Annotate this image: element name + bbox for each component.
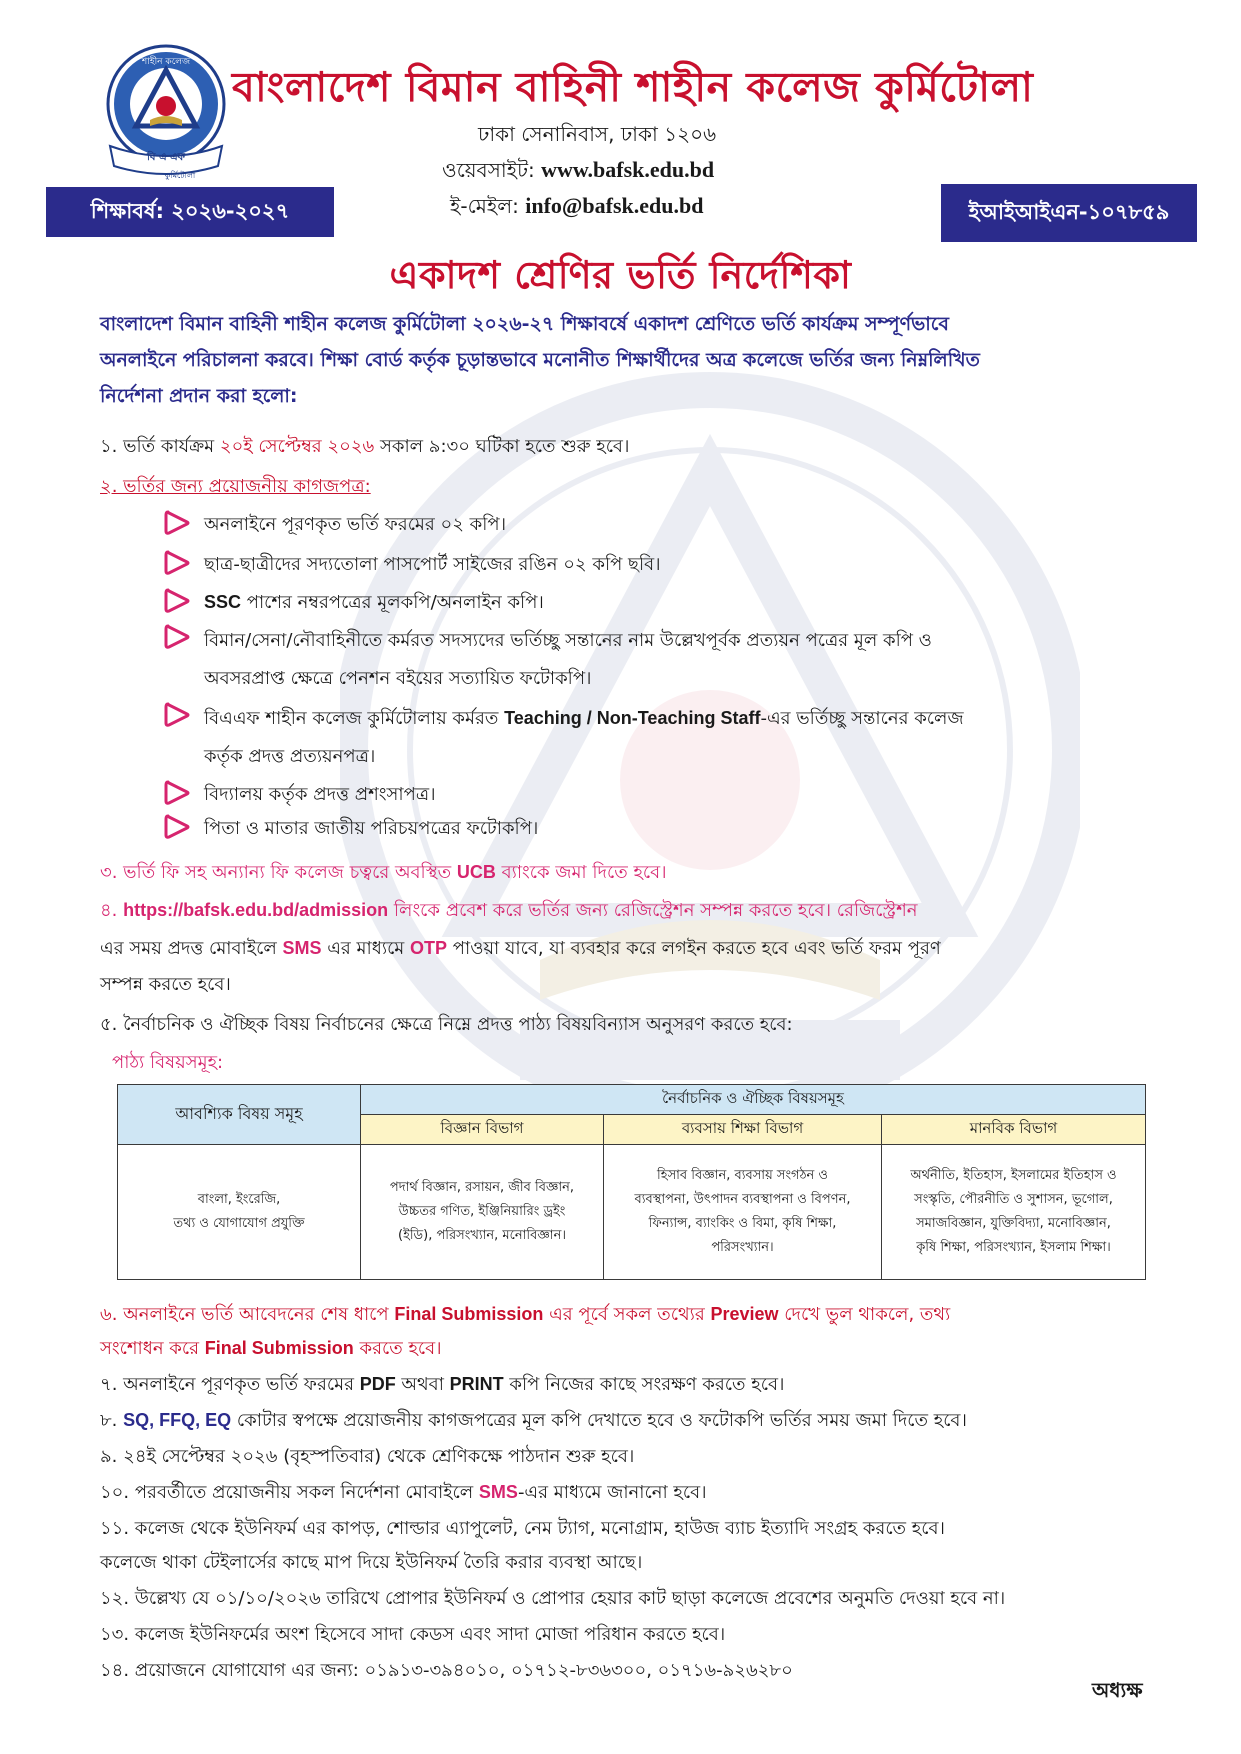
logo-text-badge: বি এ এফ — [147, 152, 185, 163]
item-13: ১৩. কলেজ ইউনিফর্মের অংশ হিসেবে সাদা কেডস এবং সাদা মোজা পরিধান করতে হবে। — [100, 1624, 726, 1645]
item-10: ১০. পরবর্তীতে প্রয়োজনীয় সকল নির্দেশনা মোবাইলে SMS-এর মাধ্যমে জানানো হবে। — [100, 1482, 707, 1503]
triangle-bullet-icon — [162, 622, 192, 652]
subjects-table — [117, 1084, 1146, 1280]
session-badge: শিক্ষাবর্ষ: ২০২৬-২০২৭ — [46, 187, 334, 237]
email-label: ই-মেইল: — [450, 194, 519, 218]
item-8: ৮. SQ, FFQ, EQ কোটার স্বপক্ষে প্রয়োজনীয় কাগজপত্রের মূল কপি দেখাতে হবে ও ফটোকপি ভর্তির সময় জমা দিতে হবে। — [100, 1410, 967, 1431]
documents-heading: ২. ভর্তির জন্য প্রয়োজনীয় কাগজপত্র: — [100, 476, 371, 497]
college-logo — [100, 42, 232, 182]
admission-link[interactable]: https://bafsk.edu.bd/admission — [123, 900, 389, 920]
website-line — [442, 156, 714, 189]
website-link[interactable]: www.bafsk.edu.bd — [541, 157, 715, 182]
document-item: SSC পাশের নম্বরপত্রের মূলকপি/অনলাইন কপি। — [204, 592, 544, 613]
compulsory-header: আবশ্যিক বিষয় সমূহ — [118, 1085, 361, 1145]
item-1-text-end: সকাল ৯:৩০ ঘটিকা হতে শুরু হবে। — [374, 436, 630, 457]
item-12: ১২. উল্লেখ্য যে ০১/১০/২০২৬ তারিখে প্রোপার ইউনিফর্ম ও প্রোপার হেয়ার কাট ছাড়া কলেজে প্রবেশের অনুমতি দেওয়া হবে না। — [100, 1588, 1006, 1609]
intro-line: অনলাইনে পরিচালনা করবে। শিক্ষা বোর্ড কর্তৃক চূড়ান্তভাবে মনোনীত শিক্ষার্থীদের অত্র কলেজে ভর্তির জন্য নিম্নলিখিত — [100, 349, 980, 371]
eiin-badge: ইআইআইএন-১০৭৮৫৯ — [941, 184, 1197, 242]
intro-paragraph — [100, 306, 1140, 414]
item-3: ৩. ভর্তি ফি সহ অন্যান্য ফি কলেজ চত্বরে অবস্থিত UCB ব্যাংকে জমা দিতে হবে। — [100, 862, 667, 883]
item-9: ৯. ২৪ই সেপ্টেম্বর ২০২৬ (বৃহস্পতিবার) থেকে শ্রেণিকক্ষে পাঠদান শুরু হবে। — [100, 1446, 635, 1467]
triangle-bullet-icon — [162, 508, 192, 538]
elective-header: নৈর্বাচনিক ও ঐচ্ছিক বিষয়সমূহ — [361, 1085, 1146, 1115]
document-item-cont: কর্তৃক প্রদত্ত প্রত্যয়নপত্র। — [204, 746, 376, 767]
item-4-line-3: সম্পন্ন করতে হবে। — [100, 974, 231, 995]
logo-text-top: শাহীন কলেজ — [141, 57, 191, 67]
logo-text-bottom: কুর্মিটোলা — [164, 171, 196, 180]
humanities-subjects: অর্থনীতি, ইতিহাস, ইসলামের ইতিহাস ও সংস্কৃতি, পৌরনীতি ও সুশাসন, ভূগোল, সমাজবিজ্ঞান, যুক্তিবিদ্যা, মনোবিজ্ঞান, কৃষি শিক্ষা, পরিসংখ্যান, ইসলাম শিক্ষা। — [882, 1145, 1146, 1280]
item-5: ৫. নৈর্বাচনিক ও ঐচ্ছিক বিষয় নির্বাচনের ক্ষেত্রে নিম্নে প্রদত্ত পাঠ্য বিষয়বিন্যাস অনুসরণ করতে হবে: — [100, 1014, 793, 1035]
item-6-line-2: সংশোধন করে Final Submission করতে হবে। — [100, 1338, 442, 1359]
document-item: অনলাইনে পূরণকৃত ভর্তি ফরমের ০২ কপি। — [204, 514, 507, 535]
triangle-bullet-icon — [162, 700, 192, 730]
humanities-header: মানবিক বিভাগ — [882, 1115, 1146, 1145]
website-label: ওয়েবসাইট: — [442, 158, 535, 182]
item-11: ১১. কলেজ থেকে ইউনিফর্ম এর কাপড়, শোল্ডার এ্যাপুলেট, নেম ট্যাগ, মনোগ্রাম, হাউজ ব্যাচ ইত্যাদি সংগ্রহ করতে হবে। — [100, 1518, 945, 1539]
science-subjects: পদার্থ বিজ্ঞান, রসায়ন, জীব বিজ্ঞান, উচ্চতর গণিত, ইঞ্জিনিয়ারিং ড্রইং (ইডি), পরিসংখ্যান, মনোবিজ্ঞান। — [361, 1145, 604, 1280]
document-item: পিতা ও মাতার জাতীয় পরিচয়পত্রের ফটোকপি। — [204, 818, 539, 839]
document-item: ছাত্র-ছাত্রীদের সদ্যতোলা পাসপোর্ট সাইজের রঙিন ০২ কপি ছবি। — [204, 554, 661, 575]
document-item: বিএএফ শাহীন কলেজ কুর্মিটোলায় কর্মরত Teaching / Non-Teaching Staff-এর ভর্তিচ্ছু সন্তানের কলেজ — [204, 708, 964, 729]
triangle-bullet-icon — [162, 586, 192, 616]
compulsory-subjects: বাংলা, ইংরেজি, তথ্য ও যোগাযোগ প্রযুক্তি — [118, 1145, 361, 1280]
start-date: ২০ই সেপ্টেম্বর ২০২৬ — [219, 436, 375, 457]
college-name: বাংলাদেশ বিমান বাহিনী শাহীন কলেজ কুর্মিটোলা — [232, 63, 1034, 111]
email-link[interactable]: info@bafsk.edu.bd — [525, 193, 704, 218]
subjects-heading: পাঠ্য বিষয়সমূহ: — [112, 1052, 224, 1073]
item-1 — [100, 432, 629, 463]
intro-line: নির্দেশনা প্রদান করা হলো: — [100, 385, 298, 407]
triangle-bullet-icon — [162, 812, 192, 842]
item-6: ৬. অনলাইনে ভর্তি আবেদনের শেষ ধাপে Final Submission এর পূর্বে সকল তথ্যের Preview দেখে ভুল থাকলে, তথ্য — [100, 1304, 951, 1325]
college-address: ঢাকা সেনানিবাস, ঢাকা ১২০৬ — [478, 122, 717, 146]
triangle-bullet-icon — [162, 778, 192, 808]
item-4: ৪. https://bafsk.edu.bd/admission লিংকে প্রবেশ করে ভর্তির জন্য রেজিস্ট্রেশন সম্পন্ন করতে হবে। রেজিস্ট্রেশন — [100, 900, 918, 921]
principal-signature: অধ্যক্ষ — [1092, 1678, 1143, 1702]
item-7: ৭. অনলাইনে পূরণকৃত ভর্তি ফরমের PDF অথবা PRINT কপি নিজের কাছে সংরক্ষণ করতে হবে। — [100, 1374, 785, 1395]
document-item: বিমান/সেনা/নৌবাহিনীতে কর্মরত সদস্যদের ভর্তিচ্ছু সন্তানের নাম উল্লেখপূর্বক প্রত্যয়ন পত্রের মূল কপি ও — [204, 630, 932, 651]
item-11-line-2: কলেজে থাকা টেইলার্সের কাছে মাপ দিয়ে ইউনিফর্ম তৈরি করার ব্যবস্থা আছে। — [100, 1552, 643, 1573]
item-14-contact: ১৪. প্রয়োজনে যোগাযোগ এর জন্য: ০১৯১৩-৩৯৪০১০, ০১৭১২-৮৩৬৩০০, ০১৭১৬-৯২৬২৮০ — [100, 1660, 793, 1681]
document-item: বিদ্যালয় কর্তৃক প্রদত্ত প্রশংসাপত্র। — [204, 784, 436, 805]
item-4-line-2: এর সময় প্রদত্ত মোবাইলে SMS এর মাধ্যমে OTP পাওয়া যাবে, যা ব্যবহার করে লগইন করতে হবে এবং ভর্তি ফরম পূরণ — [100, 938, 941, 959]
science-header: বিজ্ঞান বিভাগ — [361, 1115, 604, 1145]
business-subjects: হিসাব বিজ্ঞান, ব্যবসায় সংগঠন ও ব্যবস্থাপনা, উৎপাদন ব্যবস্থাপনা ও বিপণন, ফিন্যান্স, ব্যাংকিং ও বিমা, কৃষি শিক্ষা, পরিসংখ্যান। — [604, 1145, 882, 1280]
triangle-bullet-icon — [162, 548, 192, 578]
item-1-text: ১. ভর্তি কার্যক্রম — [100, 436, 220, 457]
email-line — [450, 192, 703, 225]
page-title: একাদশ শ্রেণির ভর্তি নির্দেশিকা — [389, 253, 852, 297]
document-item-cont: অবসরপ্রাপ্ত ক্ষেত্রে পেনশন বইয়ের সত্যায়িত ফটোকপি। — [204, 668, 592, 689]
business-header: ব্যবসায় শিক্ষা বিভাগ — [604, 1115, 882, 1145]
intro-line: বাংলাদেশ বিমান বাহিনী শাহীন কলেজ কুর্মিটোলা ২০২৬-২৭ শিক্ষাবর্ষে একাদশ শ্রেণিতে ভর্তি কার্যক্রম সম্পূর্ণভাবে — [100, 313, 949, 335]
